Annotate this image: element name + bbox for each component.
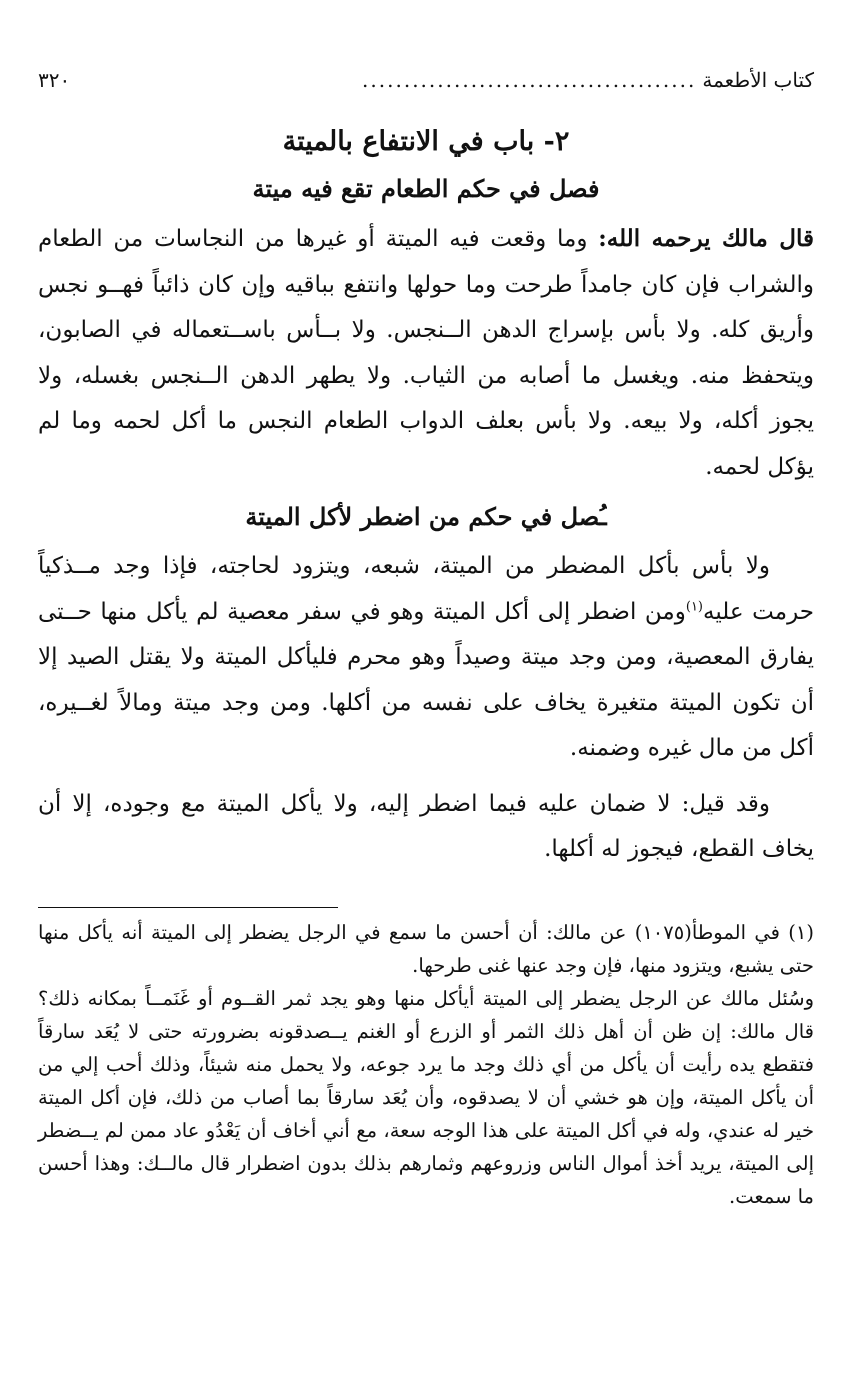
footnote-number: (١): [788, 920, 814, 944]
book-title: كتاب الأطعمة: [702, 68, 814, 92]
chapter-title: ٢- باب في الانتفاع بالميتة: [282, 126, 570, 157]
section-1-paragraph: [38, 216, 814, 490]
page-number: ٣٢٠: [38, 68, 71, 92]
paragraph-lead: قال مالك يرحمه الله:: [598, 225, 814, 252]
section-2-paragraph-2: وقد قيل: لا ضمان عليه فيما اضطر إليه، ولا يأكل الميتة مع وجوده، إلا أن يخاف القطع، فيجوز له أكلها.: [38, 790, 814, 862]
footnote-1-continuation: وسُئل مالك عن الرجل يضطر إلى الميتة أيأكل منها وهو يجد ثمر القــوم أو غَنَمــاً بمكانه ذلك؟ قال مالك: إن ظن أن أهل ذلك الثمر أو الزرع أو الغنم يــصدقونه بضرورته حتى لا يُعَد سارقاً فتقطع يده رأيت أن يأكل من أي ذلك وجد ما يرد جوعه، ولا يحمل منه شيئاً، وذلك أحب إلي من أن يأكل الميتة، وإن هو خشي أن لا يصدقوه، وأن يُعَد سارقاً بما أصاب من ذلك، فإن أكل الميتة خير له عندي، وله في أكل الميتة على هذا الوجه سعة، مع أني أخاف أن يَعْدُو عاد ممن لم يــضطر إلى الميتة، يريد أخذ أموال الناس وزروعهم وثمارهم بذلك بدون اضطرار قال مالــك: وهذا أحسن ما سمعت.: [38, 986, 814, 1208]
section-title-1: فصل في حكم الطعام تقع فيه ميتة: [252, 174, 600, 203]
paragraph-text-a: ولا بأس بأكل المضطر من الميتة، شبعه، ويتزود لحاجته، فإذا وجد مــذكياً حرمت عليه: [38, 553, 814, 625]
footnote-1: [38, 916, 814, 982]
section-title-2: ـُصل في حكم من اضطر لأكل الميتة: [245, 502, 607, 531]
footnotes: [38, 916, 814, 1213]
paragraph-text: وما وقعت فيه الميتة أو غيرها من النجاسات من الطعام والشراب فإن كان جامداً طرحت وما حولها وانتفع بباقيه وإن كان ذائباً فهــو نجس وأريق كله. ولا بأس بإسراج الدهن الــنجس. ولا بــأس باســتعماله في الصابون، ويتحفظ منه. ويغسل ما أصابه من الثياب. ولا يطهر الدهن الــنجس بغسله، ولا يجوز أكله، ولا بيعه. ولا بأس بعلف الدواب الطعام النجس ما أكل لحمه وما لم يؤكل لحمه.: [38, 226, 814, 480]
leader-dots: ........................................: [362, 68, 697, 92]
section-2-paragraph-1: [38, 544, 814, 772]
paragraph-text-b: ومن اضطر إلى أكل الميتة وهو في سفر معصية لم يأكل منها حــتى يفارق المعصية، ومن وجد ميتة وصيداً وهو محرم فليأكل الميتة ولا يقتل الصيد إلا أن تكون الميتة متغيرة يخاف على نفسه من أكلها. ومن وجد ميتة ومالاً لغــيره، أكل من مال غيره وضمنه.: [38, 598, 814, 761]
footnote-separator: [38, 907, 338, 908]
running-header: [38, 68, 814, 104]
footnote-reference[interactable]: (١): [685, 598, 703, 614]
footnote-text: في الموطأ(١٠٧٥) عن مالك: أن أحسن ما سمع في الرجل يضطر إلى الميتة أنه يأكل منها حتى يشبع، ويتزود منها، فإن وجد عنها غنى طرحها.: [38, 920, 814, 977]
